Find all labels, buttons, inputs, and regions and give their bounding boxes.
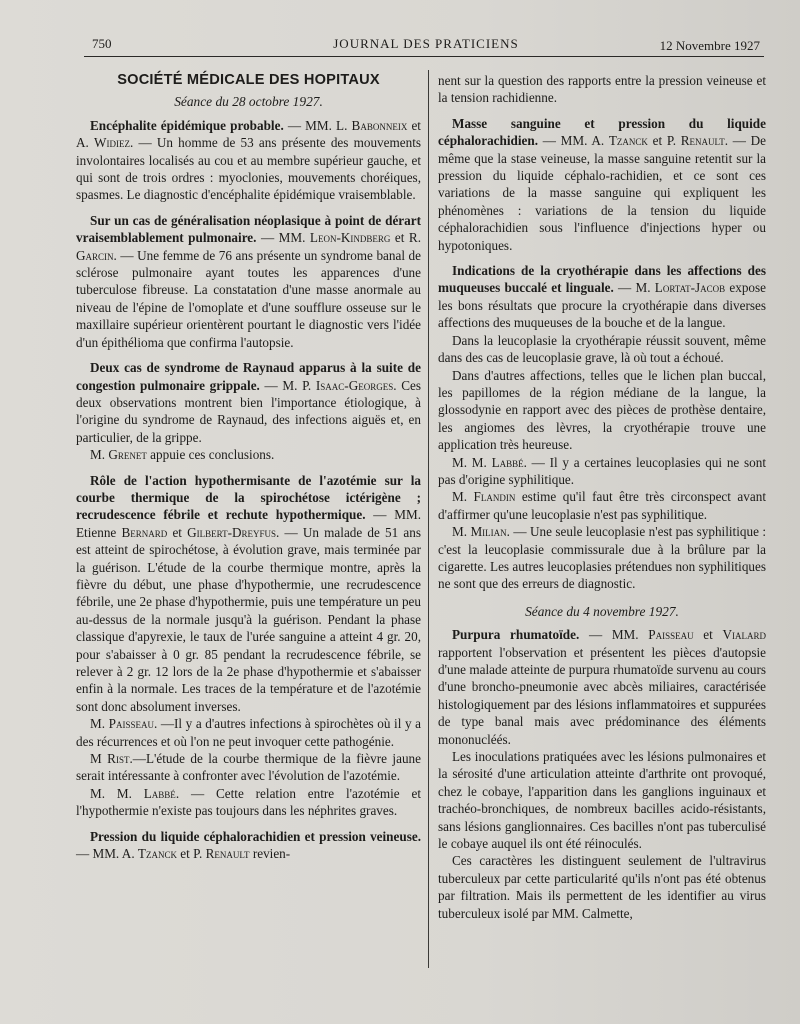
session-heading: Séance du 28 octobre 1927. <box>174 94 323 110</box>
discussion-paragraph: M. Milian. — Une seule leucoplasie n'est pas syphilitique : c'est la leucoplasie commissurale due à la brûlure par la cigarette. Les autres leucoplasies prétendues non syphilitiques ne sont que des erreurs de diagnostic. <box>438 524 766 592</box>
discussion-paragraph: M. Flandin estime qu'il faut être très circonspect avant d'affirmer qu'une leucoplasie n'est pas syphilitique. <box>438 489 766 522</box>
right-column <box>438 72 766 922</box>
author-name: Vialard <box>722 627 766 643</box>
author-name: Garcin <box>76 247 114 263</box>
journal-title: JOURNAL DES PRATICIENS <box>333 36 519 51</box>
author-name: Lortat-Jacob <box>654 280 726 296</box>
body-paragraph: Dans d'autres affections, telles que le lichen plan buccal, les papillomes de la région médiane de la langue, la glossodynie en rapport avec des pièces de prothèse dentaire, les angiomes des lèvres, la cryothérapie trouve une application très heureuse. <box>438 367 766 453</box>
discussion-paragraph: M. Paisseau. —Il y a d'autres infections à spirochètes où il y a des récurrences et où l'on ne peut invoquer cette pathogénie. <box>76 716 421 749</box>
page-number: 750 <box>92 36 112 51</box>
discussion-paragraph: M Rist.—L'étude de la courbe thermique de la fièvre jaune serait intéressante à confronter avec l'évolution de l'azotémie. <box>76 751 421 784</box>
body-paragraph: Dans la leucoplasie la cryothérapie réussit souvent, même dans des cas de leucoplasie grave, là où tout a échoué. <box>438 332 766 366</box>
author-name: Babonneix <box>351 117 408 133</box>
author-name: Tzanck <box>137 846 177 862</box>
article-title: Rôle de l'action hypothermisante de l'azotémie sur la courbe thermique de la spirochétose ictérigène ; recrudescence fébrile et rechute hypothermique. <box>76 472 421 523</box>
author-name: Milian <box>470 524 507 540</box>
article-title: Purpura rhumatoïde. <box>452 627 580 643</box>
discussion-paragraph: M. M. Labbé. — Cette relation entre l'azotémie et l'hypothermie n'existe pas toujours dans les néphrites graves. <box>76 785 421 819</box>
discussion-paragraph: M. Grenet appuie ces conclusions. <box>90 447 275 463</box>
article-azotemie: Rôle de l'action hypothermisante de l'azotémie sur la courbe thermique de la spirochétose ictérigène ; recrudescence fébrile et rechute hypothermique. — MM. Etienne Bernard et Gilbert-Dreyfus. — Un malade de 51 ans est atteint de spirochétose, à évolution grave, mais terminée par la guérison. L'étude de la courbe thermique montre, après la fièvre du début, une phase d'hypothermie, une recrudescence fébrile, une 2e phase d'hypothermie, puis une température un peu au-dessus de la normale jusqu'à la guérison. Pendant la phase classique d'apyrexie, le taux de l'urée sanguine a atteint 4 gr. 20, pour s'abaisser à 0 gr. 85 pendant la recrudescence fébrile, se relever à 2 gr. 12 lors de la 2e phase d'hypothermie et s'abaisser enfin à la normale. Les traces de la température et de l'azotémie sont donc absolument inverses. <box>76 472 421 714</box>
article-masse-sanguine: Masse sanguine et pression du liquide céphalorachidien. — MM. A. Tzanck et P. Renault. — De même que la stase veineuse, la masse sanguine retentit sur la pression du liquide céphalo-rachidien, et ce sont ces variations de la masse sanguine qui expliquent les phénomènes : variations de la tension du liquide céphalorachidien sous l'influence d'injections hyper ou hypotoniques. <box>438 115 766 253</box>
author-name: Leon-Kindberg <box>309 230 391 246</box>
continued-paragraph: nent sur la question des rapports entre la pression veineuse et la tension rachidienne. <box>438 73 766 106</box>
author-name: Tzanck <box>608 133 648 149</box>
article-title: Deux cas de syndrome de Raynaud apparus à la suite de congestion pulmonaire grippale. <box>76 360 421 393</box>
author-name: Labbé <box>491 454 524 470</box>
author-name: Isaac-Georges <box>315 377 394 393</box>
page-header <box>88 34 764 56</box>
author-name: Paisseau <box>108 716 154 732</box>
author-name: Paisseau <box>648 627 694 643</box>
article-title: Masse sanguine et pression du liquide céphalorachidien. <box>438 115 766 149</box>
section-title: SOCIÉTÉ MÉDICALE DES HOPITAUX <box>117 72 380 88</box>
author-name: Grenet <box>108 447 147 463</box>
article-title: Sur un cas de généralisation néoplasique à point de dérart vraisemblablement pulmonaire. <box>76 212 421 246</box>
left-column <box>76 72 421 862</box>
article-title: Pression du liquide céphalorachidien et pression veineuse. <box>90 828 421 844</box>
issue-date: 12 Novembre 1927 <box>659 38 760 53</box>
article-cryotherapie: Indications de la cryothérapie dans les affections des muqueuses buccalé et linguale. — M. Lortat-Jacob expose les bons résultats que procure la cryothérapie dans diverses affections des muqueuses de la bouche et de la langue. <box>438 263 766 331</box>
article-title: Indications de la cryothérapie dans les affections des muqueuses buccalé et linguale. <box>438 263 766 296</box>
article-generalisation: Sur un cas de généralisation néoplasique à point de dérart vraisemblablement pulmonaire. — MM. Leon-Kindberg et R. Garcin. — Une femme de 76 ans présente un syndrome banal de sclérose pulmonaire ayant toutes les apparences d'une tuberculose fibreuse. La constatation d'une masse anormale au niveau de l'épine de l'omoplate et d'une soufflure osseuse sur le maxillaire supérieur orientèrent pourtant le diagnostic vers l'idée d'un épithélioma que confirma l'autopsie. <box>76 212 422 350</box>
author-name: Renault <box>205 846 250 862</box>
author-name: Labbé <box>143 785 176 801</box>
author-name: Gilbert-Dreyfus <box>187 524 277 540</box>
article-encephalite: Encéphalite épidémique probable. — MM. L. Babonneix et A. Widiez. — Un homme de 53 ans présente des mouvements involontaires localisés au cou et au membre supérieur gauche, et qui sont de trois ordres : myoclonies, mouvements choréiques, spasmes. Le diagnostic d'encéphalite épidémique vraisemblable. <box>76 117 422 203</box>
author-name: Bernard <box>121 524 168 540</box>
article-purpura: Purpura rhumatoïde. — MM. Paisseau et Vialard rapportent l'observation et présentent les pièces d'autopsie d'une malade atteinte de purpura rhumatoïde survenu au cours d'une broncho-pneumonie avec abcès miliaires, caractérisée histologiquement par des lésions inflammatoires et suppurées de type banal mais avec prédominance des éléments mononucléés. <box>438 627 766 747</box>
article-title: Encéphalite épidémique probable. <box>90 117 284 133</box>
session-heading: Séance du 4 novembre 1927. <box>525 603 679 619</box>
header-rule <box>84 56 764 57</box>
article-raynaud: Deux cas de syndrome de Raynaud apparus à la suite de congestion pulmonaire grippale. — M. P. Isaac-Georges. Ces deux observations montrent bien l'importance étiologique, à l'origine du syndrome de Raynaud, des infections aiguës et, en particulier, de la grippe. <box>76 360 421 445</box>
discussion-paragraph: M. M. Labbé. — Il y a certaines leucoplasies qui ne sont pas d'origine syphilitique. <box>438 454 767 487</box>
body-paragraph: Ces caractères les distinguent seulement de l'ultravirus tuberculeux par cette particularité qu'ils n'ont pas été obtenus par filtration. Mais ils permettent de les identifier au virus tuberculeux isolé par MM. Calmette, <box>438 853 766 921</box>
author-name: Rist <box>107 751 130 767</box>
article-pression-veineuse: Pression du liquide céphalorachidien et pression veineuse. — MM. A. Tzanck et P. Renault revien- <box>76 828 421 862</box>
body-paragraph: Les inoculations pratiquées avec les lésions pulmonaires et la sérosité d'une articulation atteinte d'arthrite ont provoqué, chez le cobaye, l'apparition dans les ganglions inguinaux et trachéo-bronchiques, de nombreux bacilles acido-résistants, sans lésions ganglionnaires. Ces bacilles n'ont pas tuberculisé le cobaye auquel ils ont été réinoculés. <box>438 749 766 852</box>
author-name: Renault <box>680 133 725 149</box>
author-name: Flandin <box>473 489 516 505</box>
author-name: Widiez <box>94 135 130 151</box>
column-divider <box>428 70 429 968</box>
